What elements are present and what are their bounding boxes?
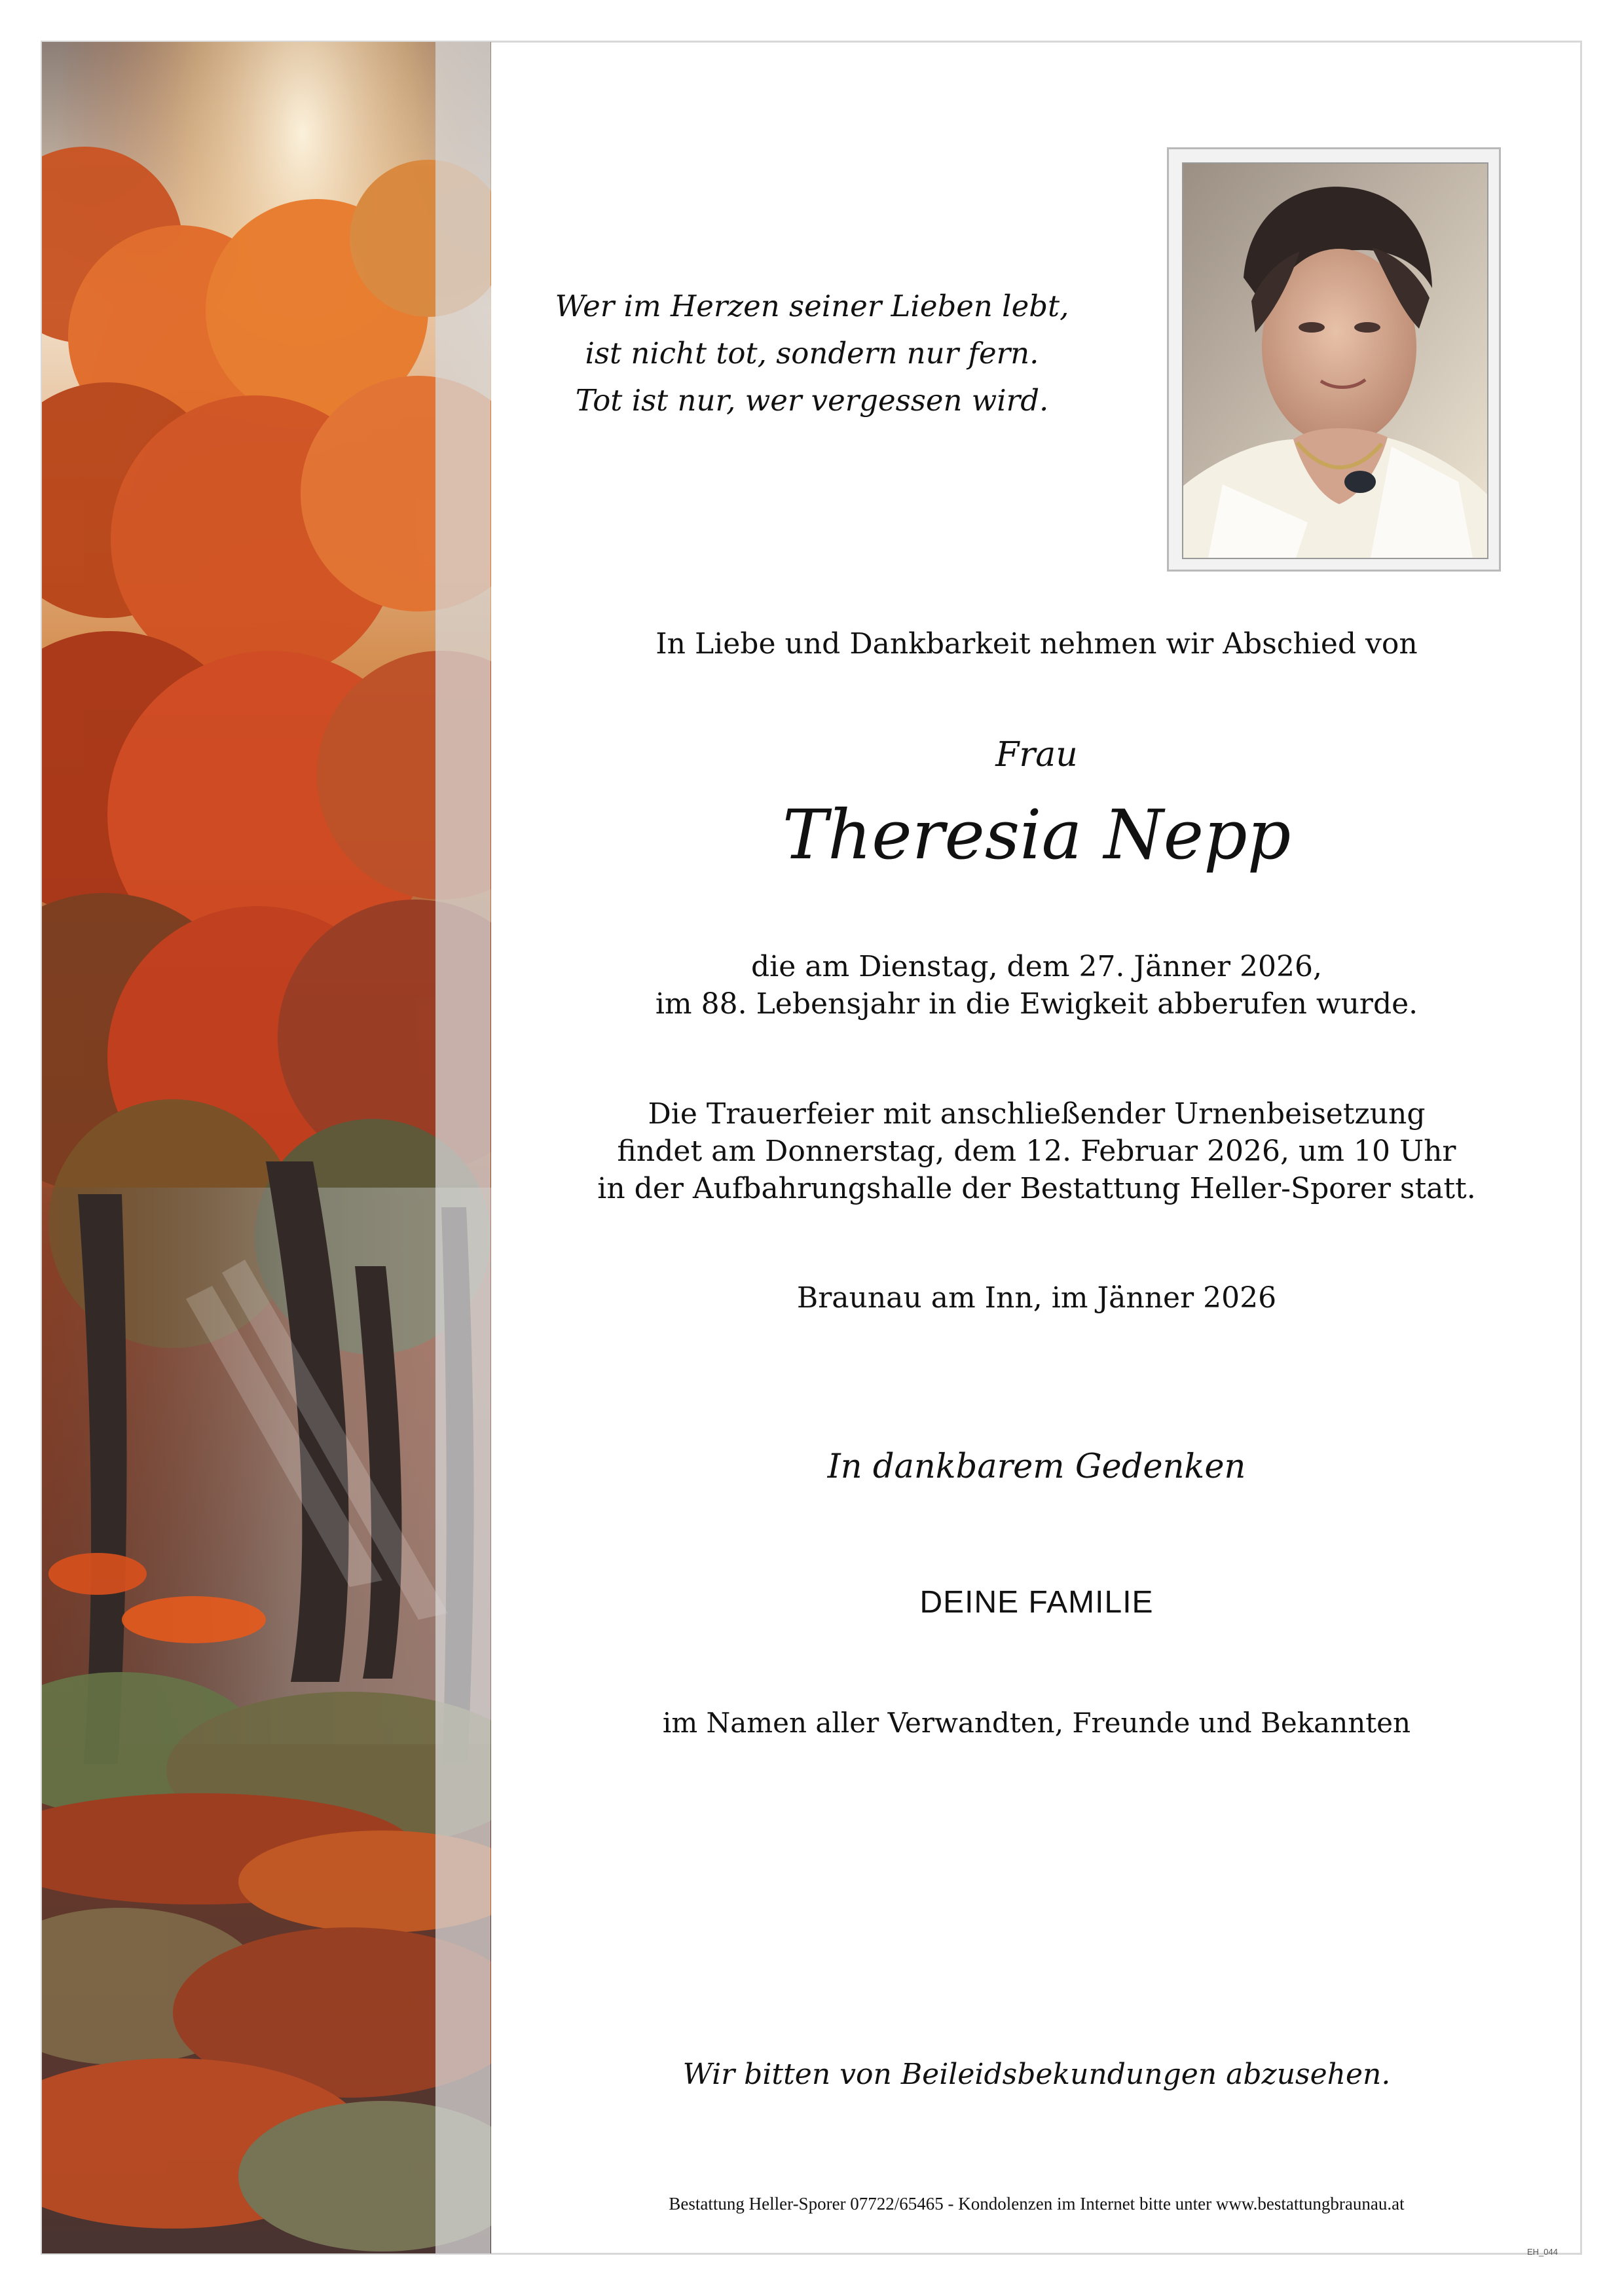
- family-line: DEINE FAMILIE: [919, 1585, 1154, 1620]
- memorial-quote: [491, 283, 1133, 424]
- relatives-line: im Namen aller Verwandten, Freunde und Bekannten: [662, 1707, 1411, 1739]
- death-notice: [491, 948, 1582, 1023]
- funeral-notice-line: in der Aufbahrungshalle der Bestattung Heller-Sporer statt.: [597, 1172, 1476, 1205]
- farewell-intro: In Liebe und Dankbarkeit nehmen wir Abschied von: [655, 627, 1418, 661]
- funeral-notice: [491, 1095, 1582, 1207]
- portrait-frame: [1167, 147, 1501, 572]
- quote-line: Tot ist nur, wer vergessen wird.: [575, 383, 1049, 418]
- funeral-notice-line: Die Trauerfeier mit anschließender Urnenbeisetzung: [648, 1097, 1426, 1131]
- memory-line: In dankbarem Gedenken: [827, 1448, 1246, 1486]
- death-notice-line: im 88. Lebensjahr in die Ewigkeit abberufen wurde.: [655, 987, 1418, 1021]
- portrait-illustration: [1183, 164, 1487, 558]
- place-date: Braunau am Inn, im Jänner 2026: [796, 1281, 1277, 1315]
- funeral-home-footer: Bestattung Heller-Sporer 07722/65465 - Kondolenzen im Internet bitte unter www.bestattungbraunau.at: [669, 2194, 1405, 2214]
- death-notice-line: die am Dienstag, dem 27. Jänner 2026,: [750, 950, 1322, 983]
- autumn-forest-illustration: [42, 42, 491, 2253]
- funeral-notice-line: findet am Donnerstag, dem 12. Februar 2026, um 10 Uhr: [617, 1135, 1456, 1168]
- autumn-forest-image: [42, 42, 491, 2253]
- quote-line: Wer im Herzen seiner Lieben lebt,: [555, 289, 1069, 323]
- translucent-strip: [435, 42, 490, 2253]
- quote-line: ist nicht tot, sondern nur fern.: [585, 336, 1039, 371]
- salutation: Frau: [995, 735, 1078, 774]
- template-code: EH_044: [1527, 2247, 1558, 2257]
- portrait-photo: [1182, 162, 1488, 559]
- obituary-content: [491, 0, 1582, 2296]
- condolence-request: Wir bitten von Beileidsbekundungen abzusehen.: [682, 2058, 1391, 2091]
- deceased-name: Theresia Nepp: [782, 795, 1291, 875]
